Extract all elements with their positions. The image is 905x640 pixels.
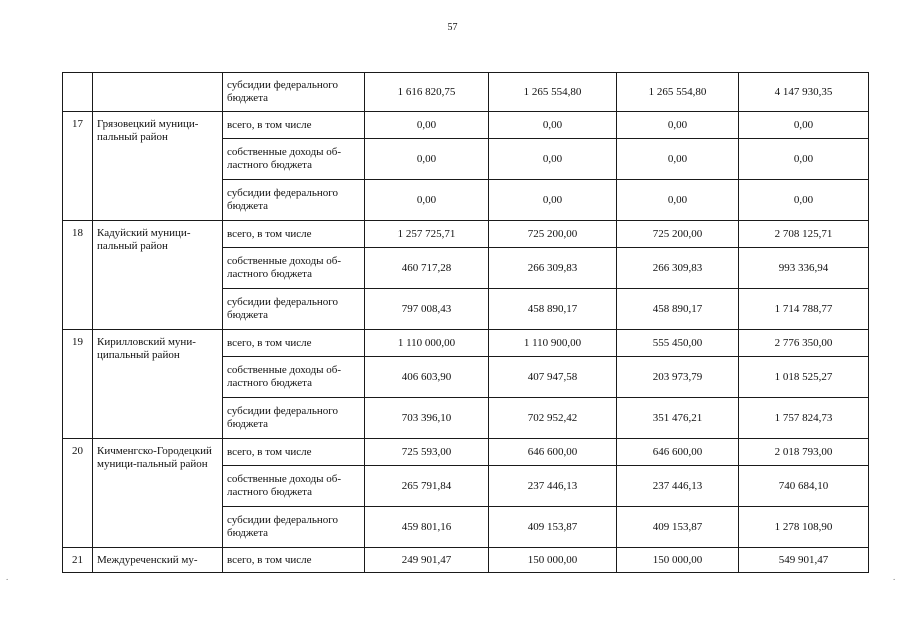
funding-source-cell: всего, в том числе — [223, 221, 365, 248]
budget-table — [62, 72, 869, 573]
value-cell: 646 600,00 — [489, 439, 617, 466]
funding-source-cell: субсидии федерального бюджета — [223, 180, 365, 221]
value-cell: 0,00 — [489, 180, 617, 221]
value-cell: 740 684,10 — [739, 466, 869, 507]
value-cell: 0,00 — [489, 139, 617, 180]
funding-source-cell: собственные доходы об-ластного бюджета — [223, 139, 365, 180]
value-cell: 703 396,10 — [365, 398, 489, 439]
value-cell: 458 890,17 — [489, 289, 617, 330]
district-name-cell — [93, 73, 223, 112]
funding-source-cell: субсидии федерального бюджета — [223, 507, 365, 548]
value-cell: 150 000,00 — [489, 548, 617, 573]
value-cell: 1 257 725,71 — [365, 221, 489, 248]
value-cell: 0,00 — [617, 112, 739, 139]
value-cell: 249 901,47 — [365, 548, 489, 573]
funding-source-cell: субсидии федерального бюджета — [223, 398, 365, 439]
value-cell: 725 593,00 — [365, 439, 489, 466]
table-row — [63, 330, 869, 357]
value-cell: 549 901,47 — [739, 548, 869, 573]
value-cell: 993 336,94 — [739, 248, 869, 289]
district-name-cell: Кадуйский муници-пальный район — [93, 221, 223, 330]
value-cell: 1 616 820,75 — [365, 73, 489, 112]
value-cell: 725 200,00 — [489, 221, 617, 248]
funding-source-cell: субсидии федерального бюджета — [223, 73, 365, 112]
funding-source-cell: собственные доходы об-ластного бюджета — [223, 248, 365, 289]
value-cell: 459 801,16 — [365, 507, 489, 548]
value-cell: 265 791,84 — [365, 466, 489, 507]
district-name-cell: Грязовецкий муници-пальный район — [93, 112, 223, 221]
scan-edge-mark-left: . — [6, 572, 9, 582]
district-name-cell: Кичменгско-Городецкий муници-пальный район — [93, 439, 223, 548]
district-name-cell: Междуреченский му- — [93, 548, 223, 573]
row-number-cell: 20 — [63, 439, 93, 548]
value-cell: 2 018 793,00 — [739, 439, 869, 466]
value-cell: 0,00 — [365, 139, 489, 180]
value-cell: 0,00 — [489, 112, 617, 139]
value-cell: 0,00 — [739, 180, 869, 221]
value-cell: 351 476,21 — [617, 398, 739, 439]
value-cell: 555 450,00 — [617, 330, 739, 357]
row-number-cell: 18 — [63, 221, 93, 330]
value-cell: 4 147 930,35 — [739, 73, 869, 112]
district-name-cell: Кирилловский муни-ципальный район — [93, 330, 223, 439]
value-cell: 266 309,83 — [489, 248, 617, 289]
value-cell: 0,00 — [617, 180, 739, 221]
value-cell: 1 110 900,00 — [489, 330, 617, 357]
value-cell: 409 153,87 — [489, 507, 617, 548]
value-cell: 406 603,90 — [365, 357, 489, 398]
value-cell: 407 947,58 — [489, 357, 617, 398]
scan-edge-mark-right: . — [893, 572, 896, 582]
value-cell: 460 717,28 — [365, 248, 489, 289]
value-cell: 409 153,87 — [617, 507, 739, 548]
row-number-cell: 17 — [63, 112, 93, 221]
funding-source-cell: всего, в том числе — [223, 439, 365, 466]
funding-source-cell: всего, в том числе — [223, 548, 365, 573]
value-cell: 0,00 — [739, 112, 869, 139]
value-cell: 1 265 554,80 — [617, 73, 739, 112]
value-cell: 702 952,42 — [489, 398, 617, 439]
value-cell: 797 008,43 — [365, 289, 489, 330]
value-cell: 0,00 — [739, 139, 869, 180]
table-row — [63, 73, 869, 112]
funding-source-cell: субсидии федерального бюджета — [223, 289, 365, 330]
value-cell: 0,00 — [617, 139, 739, 180]
page-number: 57 — [447, 22, 458, 33]
value-cell: 0,00 — [365, 112, 489, 139]
value-cell: 646 600,00 — [617, 439, 739, 466]
value-cell: 1 265 554,80 — [489, 73, 617, 112]
table-row — [63, 439, 869, 466]
value-cell: 1 757 824,73 — [739, 398, 869, 439]
value-cell: 2 776 350,00 — [739, 330, 869, 357]
value-cell: 203 973,79 — [617, 357, 739, 398]
funding-source-cell: всего, в том числе — [223, 112, 365, 139]
value-cell: 725 200,00 — [617, 221, 739, 248]
value-cell: 1 110 000,00 — [365, 330, 489, 357]
value-cell: 2 708 125,71 — [739, 221, 869, 248]
value-cell: 1 018 525,27 — [739, 357, 869, 398]
funding-source-cell: собственные доходы об-ластного бюджета — [223, 466, 365, 507]
value-cell: 1 714 788,77 — [739, 289, 869, 330]
table-row — [63, 548, 869, 573]
value-cell: 266 309,83 — [617, 248, 739, 289]
value-cell: 458 890,17 — [617, 289, 739, 330]
row-number-cell: 19 — [63, 330, 93, 439]
value-cell: 237 446,13 — [617, 466, 739, 507]
value-cell: 0,00 — [365, 180, 489, 221]
value-cell: 150 000,00 — [617, 548, 739, 573]
row-number-cell — [63, 73, 93, 112]
funding-source-cell: всего, в том числе — [223, 330, 365, 357]
table-row — [63, 221, 869, 248]
table-row — [63, 112, 869, 139]
value-cell: 1 278 108,90 — [739, 507, 869, 548]
row-number-cell: 21 — [63, 548, 93, 573]
funding-source-cell: собственные доходы об-ластного бюджета — [223, 357, 365, 398]
value-cell: 237 446,13 — [489, 466, 617, 507]
